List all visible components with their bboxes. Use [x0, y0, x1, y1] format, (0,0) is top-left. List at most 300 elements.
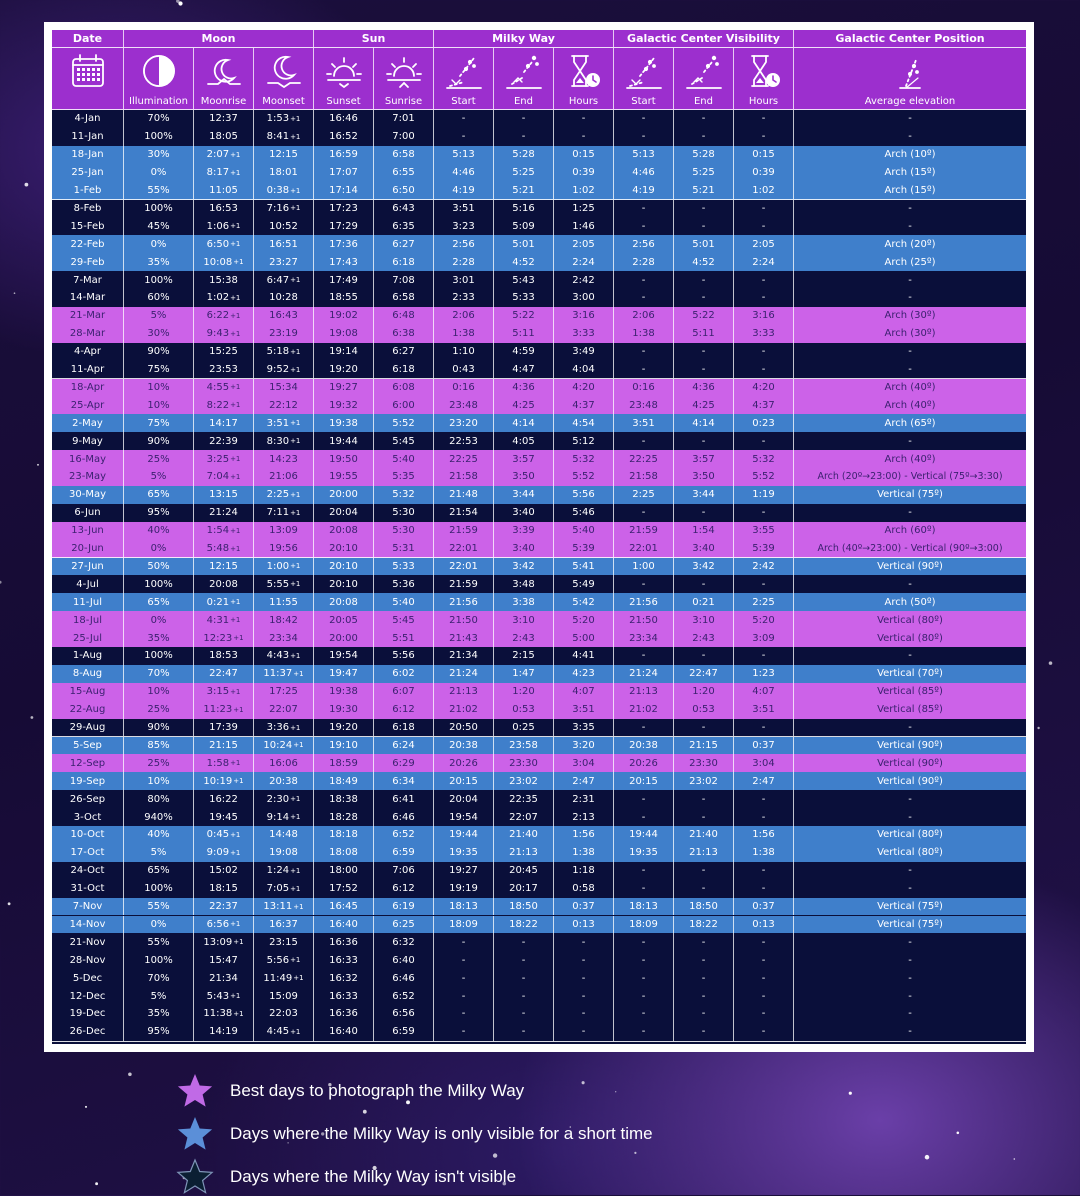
cell-sunrise: 6:46: [374, 969, 434, 987]
cell-date: 7-Nov: [52, 898, 124, 916]
table-row: [52, 1005, 1026, 1023]
cell-date: 15-Aug: [52, 683, 124, 701]
table-row: [52, 253, 1026, 272]
table-row: [52, 182, 1026, 201]
cell-start: 21:59: [614, 522, 674, 540]
cell-start: -: [614, 1005, 674, 1023]
cell-hours: 5:20: [734, 611, 794, 629]
cell-moonrise: 17:39: [194, 719, 254, 737]
cell-start: -: [614, 969, 674, 987]
cell-sunrise: 7:06: [374, 862, 434, 880]
cell-date: 25-Jan: [52, 164, 124, 182]
cell-hours: 2:47: [734, 772, 794, 790]
cell-sunset: 20:00: [314, 486, 374, 504]
cell-start: 23:48: [434, 396, 494, 414]
cell-moonset: 15:09: [254, 987, 314, 1005]
cell-hours: 0:39: [554, 164, 614, 182]
cell-start: -: [614, 128, 674, 146]
cell-sunrise: 6:29: [374, 754, 434, 772]
cell-average-elevation: Arch (10º): [884, 149, 936, 161]
cell-sunrise: 6:35: [374, 217, 434, 235]
cell-date: 27-Jun: [52, 558, 124, 576]
cell-end: -: [674, 808, 734, 826]
cell-start: 22:25: [434, 450, 494, 468]
cell-end: -: [674, 361, 734, 379]
cell-sunrise: 5:30: [374, 522, 434, 540]
table-row: [52, 575, 1026, 594]
cell-start: 18:13: [434, 898, 494, 916]
cell-moonset: 1:00 +1: [254, 558, 314, 576]
cell-date: 14-Mar: [52, 289, 124, 307]
cell-start: 20:15: [614, 772, 674, 790]
column-header-date: [52, 93, 124, 109]
cell-hours: 3:04: [554, 754, 614, 772]
cell-end: 22:07: [494, 808, 554, 826]
cell-end: 5:25: [494, 164, 554, 182]
cell-start: 21:56: [434, 593, 494, 611]
star-icon: [176, 1158, 214, 1196]
cell-date: 18-Jul: [52, 611, 124, 629]
cell-sunset: 19:32: [314, 396, 374, 414]
cell-start: 21:59: [434, 575, 494, 593]
table-row: [52, 325, 1026, 344]
cell-average-elevation: Arch (15º): [884, 185, 936, 197]
cell-sunrise: 6:34: [374, 772, 434, 790]
cell-average-elevation: -: [908, 972, 912, 984]
legend-label: Days where the Milky Way isn't visible: [230, 1167, 517, 1186]
cell-end: 5:21: [494, 182, 554, 200]
cell-hours: 2:25: [734, 593, 794, 611]
cell-end: 3:50: [674, 468, 734, 486]
cell-sunrise: 6:32: [374, 933, 434, 951]
cell-end: 23:02: [674, 772, 734, 790]
column-header-end: End: [494, 93, 554, 109]
cell-start: 19:44: [434, 826, 494, 844]
table-row: [52, 754, 1026, 773]
cell-start: 21:02: [614, 701, 674, 719]
galactic-elevation-icon: [794, 48, 1026, 93]
cell-date: 9-May: [52, 432, 124, 450]
cell-end: 1:54: [674, 522, 734, 540]
cell-start: -: [434, 128, 494, 146]
cell-sunrise: 6:41: [374, 790, 434, 808]
cell-end: 4:25: [674, 396, 734, 414]
cell-end: 3:40: [494, 540, 554, 558]
cell-sunset: 17:29: [314, 217, 374, 235]
cell-hours: -: [734, 862, 794, 880]
cell-moonset: 6:47 +1: [254, 271, 314, 289]
cell-moonset: 10:28: [254, 289, 314, 307]
cell-date: 4-Jul: [52, 575, 124, 593]
cell-sunset: 19:02: [314, 307, 374, 325]
cell-end: -: [674, 1023, 734, 1041]
cell-start: 22:01: [434, 540, 494, 558]
cell-illumination: 25%: [124, 754, 194, 772]
cell-end: 3:42: [674, 558, 734, 576]
cell-start: 4:46: [434, 164, 494, 182]
cell-end: 21:40: [494, 826, 554, 844]
cell-hours: 1:23: [734, 665, 794, 683]
cell-hours: 5:20: [554, 611, 614, 629]
cell-end: -: [674, 128, 734, 146]
cell-average-elevation: Vertical (85º): [877, 704, 943, 716]
cell-start: 21:13: [434, 683, 494, 701]
table-row: [52, 289, 1026, 308]
cell-start: -: [614, 790, 674, 808]
table-row: [52, 307, 1026, 325]
legend-label: Days where the Milky Way is only visible for a short time: [230, 1124, 653, 1143]
column-header-start: Start: [614, 93, 674, 109]
cell-moonset: 3:36 +1: [254, 719, 314, 737]
cell-start: -: [434, 969, 494, 987]
cell-hours: 4:37: [734, 396, 794, 414]
cell-end: 21:13: [674, 844, 734, 862]
cell-moonrise: 7:04 +1: [194, 468, 254, 486]
legend-item: [176, 1158, 516, 1196]
cell-end: 21:15: [674, 737, 734, 755]
cell-sunset: 19:14: [314, 343, 374, 361]
cell-sunset: 18:18: [314, 826, 374, 844]
cell-average-elevation: Arch (30º): [884, 310, 936, 322]
cell-hours: 4:07: [734, 683, 794, 701]
cell-sunrise: 5:40: [374, 593, 434, 611]
cell-end: 5:22: [494, 307, 554, 325]
cell-end: -: [494, 951, 554, 969]
cell-moonrise: 8:17 +1: [194, 164, 254, 182]
cell-moonset: 14:23: [254, 450, 314, 468]
cell-moonrise: 6:22 +1: [194, 307, 254, 325]
data-table-frame: [44, 22, 1034, 1052]
cell-average-elevation: Arch (15º): [884, 167, 936, 179]
cell-illumination: 35%: [124, 629, 194, 647]
cell-average-elevation: Arch (40º): [884, 453, 936, 465]
cell-start: -: [614, 217, 674, 235]
cell-illumination: 55%: [124, 898, 194, 916]
table-row: [52, 271, 1026, 289]
cell-date: 16-May: [52, 450, 124, 468]
cell-end: 3:38: [494, 593, 554, 611]
cell-sunrise: 6:55: [374, 164, 434, 182]
cell-sunrise: 6:02: [374, 665, 434, 683]
cell-sunrise: 7:01: [374, 110, 434, 128]
cell-hours: 2:47: [554, 772, 614, 790]
table-row: [52, 862, 1026, 880]
cell-hours: -: [734, 289, 794, 307]
cell-end: 4:25: [494, 396, 554, 414]
cell-sunset: 16:46: [314, 110, 374, 128]
cell-hours: 1:25: [554, 200, 614, 218]
cell-moonrise: 2:07 +1: [194, 146, 254, 164]
cell-moonset: 18:42: [254, 611, 314, 629]
star-icon: [176, 1115, 214, 1153]
cell-sunrise: 6:25: [374, 916, 434, 934]
cell-hours: 0:23: [734, 414, 794, 432]
cell-start: 4:19: [614, 182, 674, 200]
cell-hours: -: [554, 1005, 614, 1023]
cell-sunrise: 6:59: [374, 844, 434, 862]
cell-average-elevation: Vertical (75º): [877, 918, 943, 930]
cell-end: 3:42: [494, 558, 554, 576]
cell-hours: 0:13: [734, 916, 794, 934]
cell-illumination: 30%: [124, 325, 194, 343]
cell-illumination: 60%: [124, 289, 194, 307]
cell-average-elevation: -: [908, 1026, 912, 1038]
cell-moonset: 2:30 +1: [254, 790, 314, 808]
cell-start: 21:48: [434, 486, 494, 504]
cell-sunrise: 6:56: [374, 1005, 434, 1023]
hourglass-icon: [734, 48, 794, 93]
cell-date: 18-Apr: [52, 379, 124, 397]
cell-moonrise: 13:09 +1: [194, 933, 254, 951]
cell-sunrise: 5:32: [374, 486, 434, 504]
cell-end: -: [674, 951, 734, 969]
cell-end: 3:40: [494, 504, 554, 522]
cell-sunset: 17:36: [314, 235, 374, 253]
cell-sunset: 16:36: [314, 1005, 374, 1023]
cell-average-elevation: -: [908, 364, 912, 376]
cell-illumination: 95%: [124, 504, 194, 522]
cell-average-elevation: -: [908, 722, 912, 734]
cell-end: 1:20: [674, 683, 734, 701]
cell-start: -: [614, 933, 674, 951]
cell-average-elevation: -: [908, 650, 912, 662]
cell-start: 20:26: [434, 754, 494, 772]
table-row: [52, 844, 1026, 863]
cell-hours: 3:04: [734, 754, 794, 772]
cell-date: 23-May: [52, 468, 124, 486]
cell-illumination: 75%: [124, 414, 194, 432]
cell-sunrise: 6:18: [374, 719, 434, 737]
cell-start: -: [614, 575, 674, 593]
cell-moonrise: 1:54 +1: [194, 522, 254, 540]
cell-end: 3:39: [494, 522, 554, 540]
cell-end: 4:36: [494, 379, 554, 397]
table-row: [52, 665, 1026, 684]
cell-end: 23:30: [674, 754, 734, 772]
cell-start: -: [434, 933, 494, 951]
cell-start: 4:46: [614, 164, 674, 182]
cell-hours: -: [734, 432, 794, 450]
cell-illumination: 85%: [124, 737, 194, 755]
cell-illumination: 100%: [124, 200, 194, 218]
cell-date: 11-Apr: [52, 361, 124, 379]
cell-hours: -: [734, 987, 794, 1005]
cell-moonset: 5:56 +1: [254, 951, 314, 969]
table-row: [52, 379, 1026, 397]
column-header-hours: Hours: [554, 93, 614, 109]
header-group-milky-way: Milky Way: [434, 30, 614, 47]
cell-end: -: [674, 719, 734, 737]
cell-end: 5:28: [674, 146, 734, 164]
table-row: [52, 146, 1026, 164]
cell-end: -: [674, 575, 734, 593]
cell-hours: 1:38: [734, 844, 794, 862]
cell-sunset: 16:33: [314, 951, 374, 969]
cell-date: 22-Aug: [52, 701, 124, 719]
cell-hours: -: [734, 969, 794, 987]
cell-illumination: 90%: [124, 343, 194, 361]
table-row: [52, 969, 1026, 987]
cell-hours: 5:42: [554, 593, 614, 611]
cell-start: -: [434, 951, 494, 969]
cell-average-elevation: Arch (40º→23:00) - Vertical (90º→3:00): [817, 543, 1003, 555]
cell-date: 29-Feb: [52, 253, 124, 271]
table-row: [52, 128, 1026, 147]
cell-end: -: [494, 1005, 554, 1023]
cell-illumination: 65%: [124, 486, 194, 504]
cell-illumination: 100%: [124, 575, 194, 593]
cell-start: 1:38: [434, 325, 494, 343]
cell-end: 23:02: [494, 772, 554, 790]
galactic-end-icon: [674, 48, 734, 93]
cell-moonrise: 15:47: [194, 951, 254, 969]
cell-end: 3:10: [494, 611, 554, 629]
table-row: [52, 217, 1026, 236]
cell-end: 4:59: [494, 343, 554, 361]
cell-illumination: 80%: [124, 790, 194, 808]
cell-illumination: 55%: [124, 933, 194, 951]
cell-moonset: 4:43 +1: [254, 647, 314, 665]
cell-date: 5-Sep: [52, 737, 124, 755]
cell-start: 2:56: [614, 235, 674, 253]
cell-hours: 3:55: [734, 522, 794, 540]
cell-start: -: [614, 200, 674, 218]
cell-sunset: 18:49: [314, 772, 374, 790]
table-row: [52, 808, 1026, 827]
cell-end: 18:50: [494, 898, 554, 916]
cell-hours: 4:41: [554, 647, 614, 665]
cell-sunrise: 5:51: [374, 629, 434, 647]
cell-average-elevation: -: [908, 346, 912, 358]
cell-hours: 5:12: [554, 432, 614, 450]
cell-date: 11-Jan: [52, 128, 124, 146]
cell-sunrise: 6:58: [374, 289, 434, 307]
cell-start: -: [614, 647, 674, 665]
cell-sunrise: 5:36: [374, 575, 434, 593]
cell-end: 3:44: [494, 486, 554, 504]
table-row: [52, 396, 1026, 415]
cell-end: 3:57: [494, 450, 554, 468]
cell-illumination: 0%: [124, 164, 194, 182]
table-row: [52, 110, 1026, 128]
cell-end: 0:53: [494, 701, 554, 719]
cell-hours: 0:13: [554, 916, 614, 934]
cell-end: 5:11: [674, 325, 734, 343]
cell-hours: 5:56: [554, 486, 614, 504]
cell-hours: -: [554, 110, 614, 128]
cell-moonset: 14:48: [254, 826, 314, 844]
cell-sunset: 16:40: [314, 916, 374, 934]
cell-average-elevation: -: [908, 507, 912, 519]
cell-hours: 0:15: [734, 146, 794, 164]
cell-start: 3:51: [434, 200, 494, 218]
cell-start: -: [614, 1023, 674, 1041]
cell-illumination: 5%: [124, 307, 194, 325]
cell-average-elevation: Vertical (80º): [877, 847, 943, 859]
cell-start: 4:19: [434, 182, 494, 200]
cell-average-elevation: Arch (40º): [884, 399, 936, 411]
cell-hours: 3:51: [554, 701, 614, 719]
table-row: [52, 468, 1026, 487]
cell-start: 21:50: [614, 611, 674, 629]
table-row: [52, 522, 1026, 540]
cell-hours: -: [734, 217, 794, 235]
cell-illumination: 40%: [124, 522, 194, 540]
cell-hours: 4:54: [554, 414, 614, 432]
cell-illumination: 90%: [124, 432, 194, 450]
cell-average-elevation: Arch (30º): [884, 328, 936, 340]
cell-illumination: 100%: [124, 647, 194, 665]
cell-sunrise: 5:45: [374, 432, 434, 450]
cell-sunset: 20:05: [314, 611, 374, 629]
cell-illumination: 65%: [124, 862, 194, 880]
cell-end: -: [674, 271, 734, 289]
cell-end: 0:53: [674, 701, 734, 719]
cell-sunset: 17:49: [314, 271, 374, 289]
cell-moonset: 19:08: [254, 844, 314, 862]
cell-sunset: 17:43: [314, 253, 374, 271]
cell-sunrise: 5:52: [374, 414, 434, 432]
cell-sunrise: 5:45: [374, 611, 434, 629]
legend-label: Best days to photograph the Milky Way: [230, 1081, 525, 1100]
cell-date: 11-Jul: [52, 593, 124, 611]
cell-average-elevation: -: [908, 990, 912, 1002]
cell-average-elevation: -: [908, 883, 912, 895]
cell-sunset: 18:08: [314, 844, 374, 862]
cell-hours: 0:58: [554, 880, 614, 898]
cell-hours: 1:46: [554, 217, 614, 235]
cell-sunset: 16:33: [314, 987, 374, 1005]
table-row: [52, 951, 1026, 969]
cell-date: 28-Mar: [52, 325, 124, 343]
cell-illumination: 50%: [124, 558, 194, 576]
cell-moonrise: 8:22 +1: [194, 396, 254, 414]
cell-moonset: 8:41 +1: [254, 128, 314, 146]
cell-hours: 1:19: [734, 486, 794, 504]
cell-hours: -: [734, 1005, 794, 1023]
cell-average-elevation: Arch (20º): [884, 238, 936, 250]
cell-hours: 2:31: [554, 790, 614, 808]
cell-moonset: 16:37: [254, 916, 314, 934]
cell-hours: 2:05: [734, 235, 794, 253]
cell-hours: 2:24: [554, 253, 614, 271]
cell-moonrise: 21:24: [194, 504, 254, 522]
cell-end: -: [674, 933, 734, 951]
cell-start: -: [614, 361, 674, 379]
cell-hours: -: [734, 647, 794, 665]
cell-end: 4:14: [494, 414, 554, 432]
cell-sunrise: 5:40: [374, 450, 434, 468]
cell-sunset: 20:10: [314, 540, 374, 558]
milky-way-start-icon: [434, 48, 494, 93]
cell-sunset: 19:27: [314, 379, 374, 397]
table-row: [52, 683, 1026, 701]
cell-start: 2:06: [614, 307, 674, 325]
cell-average-elevation: Vertical (90º): [877, 775, 943, 787]
cell-end: -: [674, 987, 734, 1005]
header-group-date: Date: [52, 30, 124, 47]
cell-average-elevation: Vertical (80º): [877, 614, 943, 626]
cell-sunset: 20:10: [314, 558, 374, 576]
cell-moonrise: 18:53: [194, 647, 254, 665]
cell-moonrise: 13:15: [194, 486, 254, 504]
cell-start: 23:48: [614, 396, 674, 414]
cell-illumination: 940%: [124, 808, 194, 826]
cell-start: 20:15: [434, 772, 494, 790]
cell-hours: 5:41: [554, 558, 614, 576]
cell-start: 22:01: [434, 558, 494, 576]
cell-end: 4:52: [494, 253, 554, 271]
